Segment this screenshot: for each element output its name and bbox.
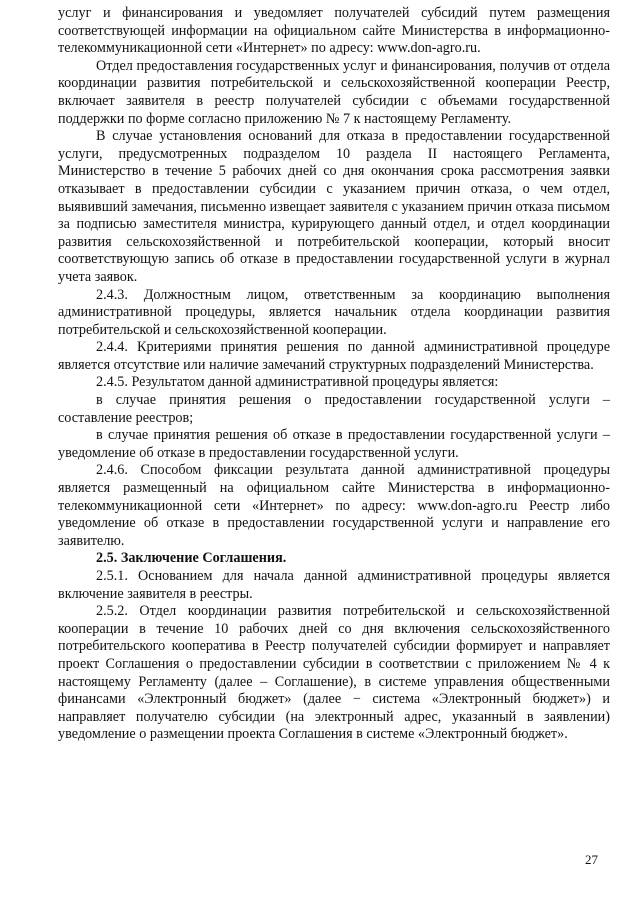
paragraph-3: В случае установления оснований для отказа в предоставлении государственной услуги, предусмотренных подразделом 10 раздела II настоящего Регламента, Министерство в течение 5 рабочих дней со дня окончания срока рассмотрения заявки отказывает в предоставлении субсидии с указанием причин отказа, о чем отдел, выявивший замечания, письменно извещает заявителя с указанием причин отказа письмом за подписью заместителя министра, курирующего данный отдел, и отдел координации развития сельскохозяйственной и потребительской кооперации, который вносит соответствующую запись об отказе в предоставлении государственной услуги в журнал учета заявок. (58, 128, 610, 285)
paragraph-2-4-4: 2.4.4. Критериями принятия решения по данной административной процедуре является отсутствие или наличие замечаний структурных подразделений Министерства. (58, 339, 610, 373)
paragraph-result-approve: в случае принятия решения о предоставлении государственной услуги – составление реестров; (58, 392, 610, 426)
paragraph-result-refuse: в случае принятия решения об отказе в предоставлении государственной услуги – уведомление об отказе в предоставлении государственной услуги. (58, 427, 610, 461)
section-heading: 2.5. Заключение Соглашения. (96, 550, 287, 567)
document-page (58, 5, 610, 744)
paragraph-2-5-1: 2.5.1. Основанием для начала данной административной процедуры является включение заявителя в реестры. (58, 568, 610, 602)
paragraph-2: Отдел предоставления государственных услуг и финансирования, получив от отдела координации развития потребительской и сельскохозяйственной кооперации Реестр, включает заявителя в реестр получателей субсидии с объемами государственной поддержки по форме согласно приложению № 7 к настоящему Регламенту. (58, 57, 610, 127)
page-number: 27 (585, 852, 598, 867)
paragraph-2-4-5: 2.4.5. Результатом данной административной процедуры является: (96, 374, 499, 391)
paragraph-2-5-2: 2.5.2. Отдел координации развития потребительской и сельскохозяйственной кооперации в течение 10 рабочих дней со дня включения сельскохозяйственного потребительского кооператива в Реестр получателей субсидии формирует и направляет проект Соглашения о предоставлении субсидии в соответствии с приложением № 4 к настоящему Регламенту (далее – Соглашение), в системе управления общественными финансами «Электронный бюджет» (далее − система «Электронный бюджет») и направляет получателю субсидии (на электронный адрес, указанный в заявлении) уведомление о размещении проекта Соглашения в системе «Электронный бюджет». (58, 603, 610, 743)
paragraph-1: услуг и финансирования и уведомляет получателей субсидий путем размещения соответствующей информации на официальном сайте Министерства в информационно-телекоммуникационной сети «Интернет» по адресу: www.don-agro.ru. (58, 5, 610, 57)
paragraph-2-4-3: 2.4.3. Должностным лицом, ответственным за координацию выполнения административной процедуры, является начальник отдела координации развития потребительской и сельскохозяйственной кооперации. (58, 286, 610, 338)
paragraph-2-4-6: 2.4.6. Способом фиксации результата данной административной процедуры является размещенный на официальном сайте Министерства в информационно-телекоммуникационной сети «Интернет» по адресу: www.don-agro.ru Реестр либо уведомление об отказе в предоставлении государственной услуги и направление его заявителю. (58, 462, 610, 549)
